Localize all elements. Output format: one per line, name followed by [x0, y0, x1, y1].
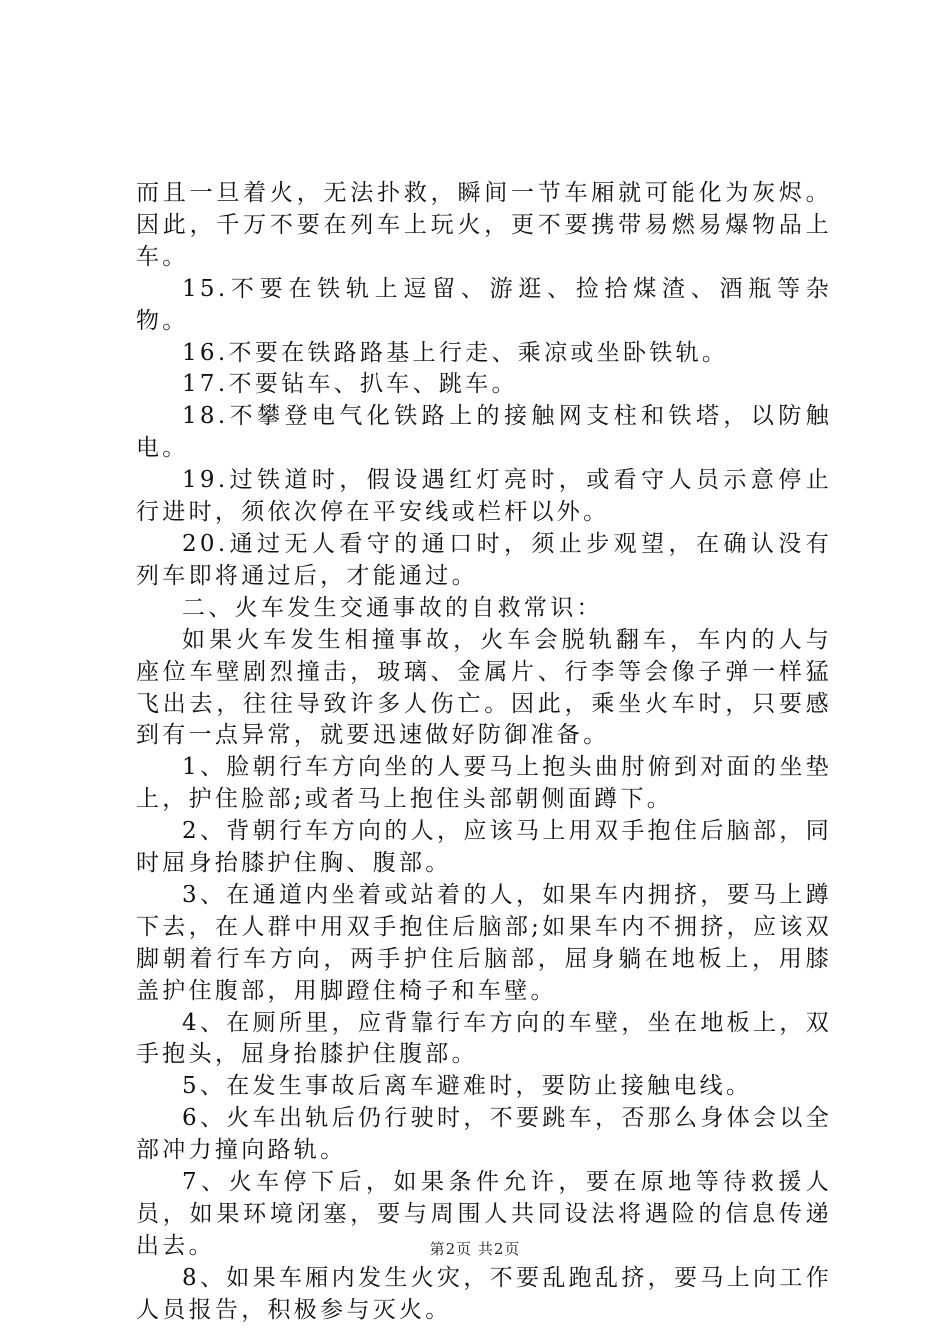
paragraph-item-16: 16.不要在铁路路基上行走、乘凉或坐卧铁轨。 [182, 339, 729, 366]
paragraph-step-7: 7、火车停下后，如果条件允许，要在原地等待救援人员，如果环境闭塞，要与周围人共同设法将遇险的信息传递出去。 [136, 1169, 832, 1259]
paragraph-step-8: 8、如果车厢内发生火灾，不要乱跑乱挤，要马上向工作人员报告，积极参与灭火。 [136, 1264, 832, 1323]
paragraph-item-15: 15.不要在铁轨上逗留、游逛、捡拾煤渣、酒瓶等杂物。 [136, 275, 832, 334]
paragraph-step-1: 1、脸朝行车方向坐的人要马上抱头曲肘俯到对面的坐垫上，护住脸部;或者马上抱住头部朝侧面蹲下。 [136, 754, 832, 813]
paragraph-item-19: 19.过铁道时，假设遇红灯亮时，或看守人员示意停止行进时，须依次停在平安线或栏杆以外。 [136, 467, 832, 526]
paragraph-continuation: 而且一旦着火，无法扑救，瞬间一节车厢就可能化为灰烬。因此，千万不要在列车上玩火，更不要携带易燃易爆物品上车。 [136, 180, 832, 270]
paragraph-step-3: 3、在通道内坐着或站着的人，如果车内拥挤，要马上蹲下去，在人群中用双手抱住后脑部;如果车内不拥挤，应该双脚朝着行车方向，两手护住后脑部，屈身躺在地板上，用膝盖护住腹部，用脚蹬住椅子和车壁。 [136, 881, 832, 1004]
paragraph-item-20: 20.通过无人看守的通口时，须止步观望，在确认没有列车即将通过后，才能通过。 [136, 530, 832, 589]
paragraph-intro: 如果火车发生相撞事故，火车会脱轨翻车，车内的人与座位车壁剧烈撞击，玻璃、金属片、行李等会像子弹一样猛飞出去，往往导致许多人伤亡。因此，乘坐火车时，只要感到有一点异常，就要迅速做好防御准备。 [136, 626, 832, 749]
document-body [136, 178, 832, 1327]
paragraph-step-6: 6、火车出轨后仍行驶时，不要跳车，否那么身体会以全部冲力撞向路轨。 [136, 1105, 832, 1164]
paragraph-item-17: 17.不要钻车、扒车、跳车。 [182, 371, 518, 398]
paragraph-item-18: 18.不攀登电气化铁路上的接触网支柱和铁塔，以防触电。 [136, 403, 832, 462]
paragraph-step-5: 5、在发生事故后离车避难时，要防止接触电线。 [182, 1073, 753, 1100]
page-footer: 第2页 共2页 [429, 1240, 521, 1258]
paragraph-step-2: 2、背朝行车方向的人，应该马上用双手抱住后脑部，同时屈身抬膝护住胸、腹部。 [136, 818, 832, 877]
section-heading: 二、火车发生交通事故的自救常识： [182, 594, 603, 621]
paragraph-step-4: 4、在厕所里，应背靠行车方向的车壁，坐在地板上，双手抱头，屈身抬膝护住腹部。 [136, 1009, 832, 1068]
